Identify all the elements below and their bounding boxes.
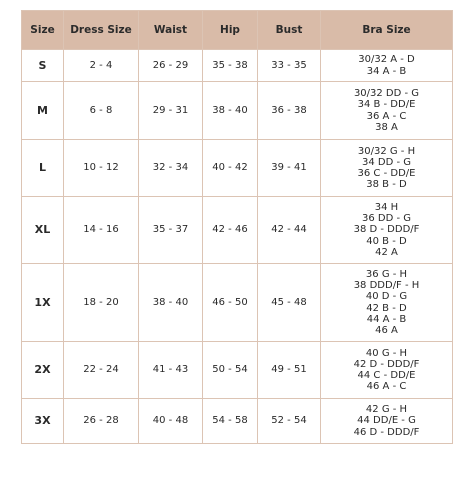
- waist-cell: 32 - 34: [139, 140, 203, 197]
- bust-cell: 45 - 48: [258, 264, 321, 342]
- waist-cell: 26 - 29: [139, 50, 203, 82]
- bra-size-line: 42 D - DDD/F: [353, 358, 420, 370]
- column-header-waist: Waist: [139, 11, 203, 50]
- bra-size-cell: [321, 342, 453, 399]
- column-header-dress-size: Dress Size: [64, 11, 139, 50]
- bra-size-line: 30/32 G - H: [357, 145, 416, 157]
- hip-cell: 35 - 38: [203, 50, 258, 82]
- bust-cell: 39 - 41: [258, 140, 321, 197]
- waist-cell: 41 - 43: [139, 342, 203, 399]
- hip-cell: 54 - 58: [203, 399, 258, 444]
- table-row-s: [22, 50, 453, 82]
- bra-size-cell: [321, 197, 453, 264]
- bust-cell: 36 - 38: [258, 82, 321, 140]
- dress-size-cell: 26 - 28: [64, 399, 139, 444]
- table-row-1x: [22, 264, 453, 342]
- size-cell: 1X: [22, 264, 64, 342]
- bust-cell: 42 - 44: [258, 197, 321, 264]
- table-row-2x: [22, 342, 453, 399]
- size-cell: 2X: [22, 342, 64, 399]
- bra-size-line: 36 C - DD/E: [357, 168, 416, 179]
- column-header-hip: Hip: [203, 11, 258, 50]
- waist-cell: 40 - 48: [139, 399, 203, 444]
- table-row-l: [22, 140, 453, 197]
- bra-size-line: 36 DD - G: [361, 213, 412, 225]
- bra-size-cell: [321, 399, 453, 444]
- dress-size-cell: 6 - 8: [64, 82, 139, 140]
- bra-size-line: 38 D - DDD/F: [353, 224, 420, 236]
- bra-size-line: 38 A: [375, 121, 398, 133]
- bra-size-line: 44 C - DD/E: [357, 370, 416, 381]
- bra-size-line: 38 DDD/F - H: [353, 280, 420, 292]
- dress-size-cell: 10 - 12: [64, 140, 139, 197]
- bra-size-line: 34 A - B: [366, 65, 407, 77]
- bra-size-line: 42 B - D: [366, 302, 407, 314]
- bra-size-cell: [321, 50, 453, 82]
- waist-cell: 29 - 31: [139, 82, 203, 140]
- table-row-m: [22, 82, 453, 140]
- bust-cell: 33 - 35: [258, 50, 321, 82]
- bra-size-line: 46 A: [375, 324, 398, 336]
- hip-cell: 50 - 54: [203, 342, 258, 399]
- table-row-xl: [22, 197, 453, 264]
- waist-cell: 35 - 37: [139, 197, 203, 264]
- header-row: [22, 11, 453, 50]
- bra-size-line: 34 H: [374, 201, 399, 213]
- dress-size-cell: 2 - 4: [64, 50, 139, 82]
- bra-size-line: 38 B - D: [366, 179, 407, 191]
- hip-cell: 38 - 40: [203, 82, 258, 140]
- bust-cell: 49 - 51: [258, 342, 321, 399]
- bra-size-line: 46 D - DDD/F: [353, 426, 420, 438]
- hip-cell: 40 - 42: [203, 140, 258, 197]
- size-cell: S: [22, 50, 64, 82]
- column-header-bra-size: Bra Size: [321, 11, 453, 50]
- bra-size-line: 36 G - H: [365, 268, 408, 280]
- size-cell: 3X: [22, 399, 64, 444]
- hip-cell: 42 - 46: [203, 197, 258, 264]
- bra-size-line: 42 G - H: [365, 404, 408, 416]
- table-row-3x: [22, 399, 453, 444]
- bra-size-line: 40 B - D: [366, 235, 407, 247]
- bust-cell: 52 - 54: [258, 399, 321, 444]
- size-cell: L: [22, 140, 64, 197]
- bra-size-cell: [321, 264, 453, 342]
- bra-size-line: 36 A - C: [366, 110, 407, 122]
- size-cell: M: [22, 82, 64, 140]
- dress-size-cell: 18 - 20: [64, 264, 139, 342]
- hip-cell: 46 - 50: [203, 264, 258, 342]
- size-cell: XL: [22, 197, 64, 264]
- bra-size-line: 30/32 DD - G: [353, 88, 420, 100]
- bra-size-cell: [321, 82, 453, 140]
- dress-size-cell: 22 - 24: [64, 342, 139, 399]
- bra-size-line: 34 B - DD/E: [357, 99, 416, 111]
- bra-size-line: 46 A - C: [366, 381, 407, 393]
- bra-size-line: 34 DD - G: [361, 156, 412, 168]
- dress-size-cell: 14 - 16: [64, 197, 139, 264]
- bra-size-line: 40 G - H: [365, 347, 408, 359]
- bra-size-line: 42 A: [375, 246, 398, 258]
- bra-size-line: 30/32 A - D: [358, 54, 415, 66]
- column-header-size: Size: [22, 11, 64, 50]
- bra-size-line: 44 DD/E - G: [357, 415, 416, 427]
- waist-cell: 38 - 40: [139, 264, 203, 342]
- bra-size-line: 40 D - G: [365, 291, 408, 303]
- bra-size-cell: [321, 140, 453, 197]
- bra-size-line: 44 A - B: [366, 313, 407, 325]
- column-header-bust: Bust: [258, 11, 321, 50]
- size-chart-table: [21, 10, 453, 444]
